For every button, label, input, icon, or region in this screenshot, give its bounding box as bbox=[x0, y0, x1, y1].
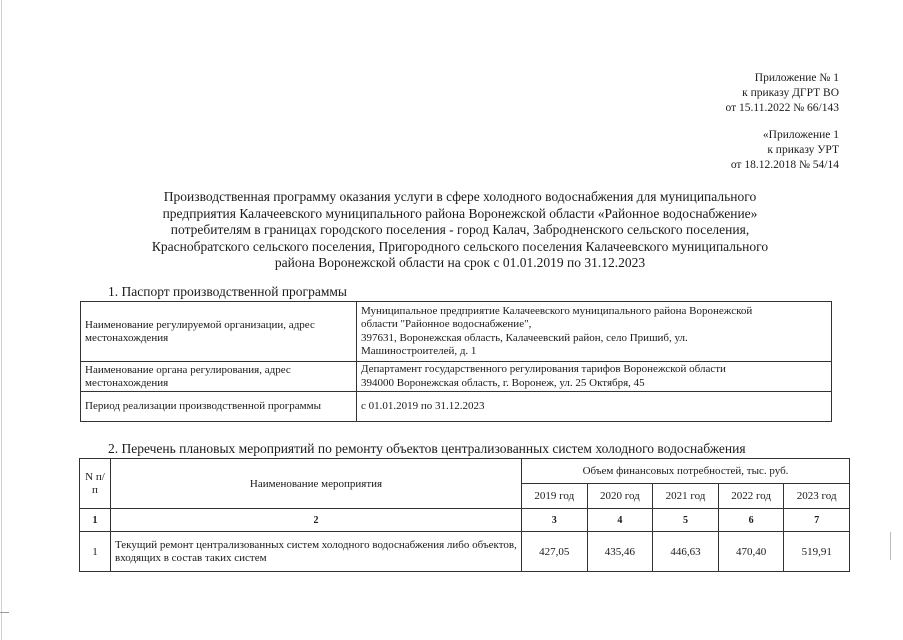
scan-margin-mark bbox=[0, 612, 9, 613]
finance-value: 519,91 bbox=[784, 532, 850, 572]
measures-table bbox=[79, 458, 850, 572]
column-number: 4 bbox=[587, 509, 653, 532]
column-number: 7 bbox=[784, 509, 850, 532]
table-row bbox=[81, 392, 832, 422]
year-header: 2020 год bbox=[587, 484, 653, 509]
passport-value bbox=[357, 392, 832, 422]
appendix-line: от 15.11.2022 № 66/143 bbox=[725, 102, 839, 114]
col-num-header: N п/п bbox=[80, 459, 111, 509]
title-line: предприятия Калачеевского муниципального района Воронежской области «Районное водоснабжение» bbox=[162, 205, 758, 221]
title-line: Производственная программу оказания услуги в сфере холодного водоснабжения для муниципального bbox=[163, 189, 757, 204]
document-title bbox=[100, 189, 820, 272]
value-line: Муниципальное предприятие Калачеевского муниципального района Воронежской bbox=[361, 304, 753, 317]
column-number: 1 bbox=[80, 509, 111, 532]
appendix-line: Приложение № 1 bbox=[754, 72, 839, 84]
table-row bbox=[81, 362, 832, 392]
appendix-line: от 18.12.2018 № 54/14 bbox=[730, 159, 839, 171]
year-header: 2023 год bbox=[784, 484, 850, 509]
table-header-row bbox=[80, 459, 850, 484]
column-number: 2 bbox=[111, 509, 522, 532]
section-1-heading: 1. Паспорт производственной программы bbox=[108, 284, 347, 299]
finance-value: 427,05 bbox=[522, 532, 588, 572]
finance-value: 435,46 bbox=[587, 532, 653, 572]
numbering-row bbox=[80, 509, 850, 532]
value-line: Департамент государственного регулирования тарифов Воронежской области bbox=[361, 363, 726, 375]
value-line: с 01.01.2019 по 31.12.2023 bbox=[361, 399, 485, 412]
col-name-header: Наименование мероприятия bbox=[111, 459, 522, 509]
section-2-heading: 2. Перечень плановых мероприятий по ремонту объектов централизованных систем холодного водоснабжения bbox=[108, 441, 746, 456]
appendix-line: к приказу УРТ bbox=[767, 144, 839, 156]
passport-table bbox=[80, 301, 832, 422]
title-line: потребителям в границах городского поселения - город Калач, Забродненского сельского поселения, bbox=[170, 222, 750, 237]
finance-value: 446,63 bbox=[653, 532, 719, 572]
title-line: Краснобратского сельского поселения, Пригородного сельского поселения Калачеевского муниципального bbox=[151, 238, 769, 254]
appendix-header-current bbox=[726, 71, 840, 116]
value-line: области "Районное водоснабжение", bbox=[361, 318, 532, 330]
passport-label: Наименование органа регулирования, адрес местонахождения bbox=[81, 362, 357, 392]
col-group-header: Объем финансовых потребностей, тыс. руб. bbox=[522, 459, 850, 484]
appendix-line: к приказу ДГРТ ВО bbox=[742, 87, 839, 99]
year-header: 2021 год bbox=[653, 484, 719, 509]
scan-right-mark bbox=[890, 532, 891, 560]
value-line: 394000 Воронежская область, г. Воронеж, ул. 25 Октября, 45 bbox=[361, 376, 645, 389]
passport-label: Период реализации производственной программы bbox=[81, 392, 357, 422]
scan-left-edge bbox=[1, 0, 2, 640]
finance-value: 470,40 bbox=[718, 532, 784, 572]
passport-value bbox=[357, 362, 832, 392]
row-number: 1 bbox=[80, 532, 111, 572]
passport-value bbox=[357, 302, 832, 362]
value-line: Машиностроителей, д. 1 bbox=[361, 345, 477, 357]
column-number: 6 bbox=[718, 509, 784, 532]
title-line: района Воронежской области на срок с 01.01.2019 по 31.12.2023 bbox=[274, 255, 646, 270]
value-line: 397631, Воронежская область, Калачеевский район, село Пришиб, ул. bbox=[361, 331, 688, 344]
appendix-header-original bbox=[731, 128, 839, 173]
year-header: 2022 год bbox=[718, 484, 784, 509]
column-number: 5 bbox=[653, 509, 719, 532]
measure-name: Текущий ремонт централизованных систем холодного водоснабжения либо объектов, входящих в состав таких систем bbox=[111, 532, 522, 572]
table-row bbox=[81, 302, 832, 362]
year-header: 2019 год bbox=[522, 484, 588, 509]
table-row bbox=[80, 532, 850, 572]
appendix-line: «Приложение 1 bbox=[762, 129, 839, 141]
column-number: 3 bbox=[522, 509, 588, 532]
passport-label: Наименование регулируемой организации, адрес местонахождения bbox=[81, 302, 357, 362]
